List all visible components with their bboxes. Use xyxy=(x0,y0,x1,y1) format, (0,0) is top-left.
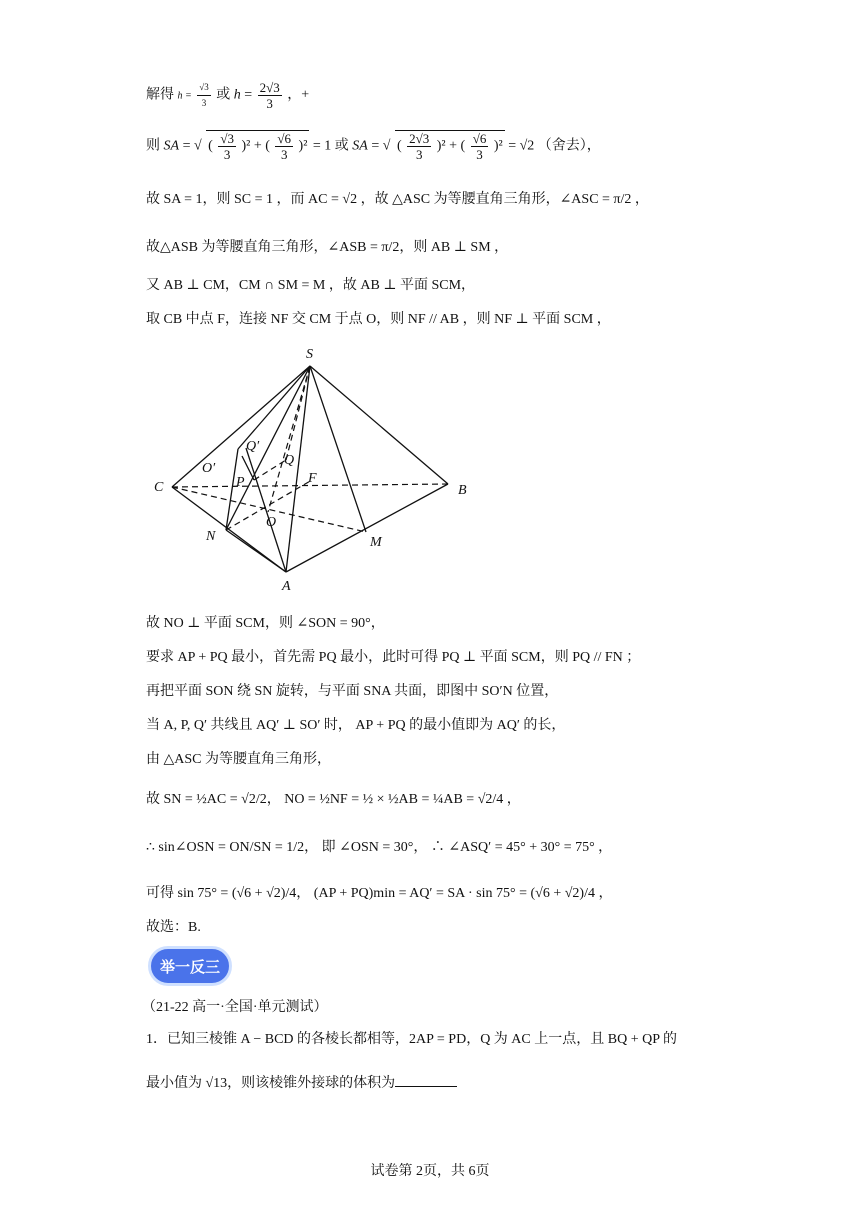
label-f: F xyxy=(308,471,317,486)
label-n: N xyxy=(206,529,216,544)
label-b: B xyxy=(458,483,467,498)
page-footer: 试卷第 2页，共 6页 xyxy=(370,1164,490,1179)
question-line-2-text: 最小值为 √13，则该棱锥外接球的体积为 xyxy=(146,1076,396,1091)
text-line-10: 当 A, P, Q′ 共线且 AQ′ ⊥ SO′ 时， AP + PQ 的最小值即为 AQ′ 的长， xyxy=(146,718,566,733)
text-line-8: 要求 AP + PQ 最小，首先需 PQ 最小，此时可得 PQ ⊥ 平面 SCM，则 PQ // FN ； xyxy=(146,650,641,665)
section-badge: 举一反三 xyxy=(148,946,232,986)
text-line-11: 由 △ASC 为等腰直角三角形， xyxy=(146,752,332,767)
text-line-6: 取 CB 中点 F，连接 NF 交 CM 于点 O，则 NF // AB ，则 NF ⊥ 平面 SCM ， xyxy=(146,312,611,327)
pyramid-figure xyxy=(150,340,490,598)
text-line-7: 故 NO ⊥ 平面 SCM，则 ∠SON = 90°， xyxy=(146,616,385,631)
answer-line: 故选：B. xyxy=(146,920,201,935)
text-line-4: 故△ASB 为等腰直角三角形，∠ASB = π/2，则 AB ⊥ SM ， xyxy=(146,240,509,255)
label-s: S xyxy=(306,347,313,362)
source-line: （21-22 高一·全国·单元测试） xyxy=(142,1000,328,1015)
text-line-5: 又 AB ⊥ CM，CM ∩ SM = M ，故 AB ⊥ 平面 SCM， xyxy=(146,278,476,293)
question-line-1: 1．已知三棱锥 A − BCD 的各棱长都相等，2AP = PD，Q 为 AC 上一点，且 BQ + QP 的 xyxy=(146,1032,677,1047)
text-line-13: ∴ sin∠OSN = ON/SN = 1/2， 即 ∠OSN = 30°， ∴ ∠ASQ′ = 45° + 30° = 75° ， xyxy=(146,840,613,855)
text-line-3: 故 SA = 1，则 SC = 1 ，而 AC = √2 ，故 △ASC 为等腰直角三角形，∠ASC = π/2 ， xyxy=(146,192,649,207)
label-p: P xyxy=(236,475,245,490)
label-o: O xyxy=(266,515,277,530)
label-m: M xyxy=(370,535,382,550)
sa-line: 则 SA = √ ( $\frac{√3}{3}$ )² + ( $\frac{√6}{3}$ )² = 1 或 SA = √ ( $\frac{2√3}{3}$ )² + ( $\frac{√6}{3}$ )² = √2 （舍去）， xyxy=(146,131,601,162)
label-q-prime: Q′ xyxy=(246,439,260,454)
label-c: C xyxy=(154,480,164,495)
label-o-prime: O′ xyxy=(202,461,216,476)
text-line-14: 可得 sin 75° = (√6 + √2)/4， (AP + PQ)min = AQ′ = SA · sin 75° = (√6 + √2)/4 ， xyxy=(146,886,613,901)
text-line-12: 故 SN = ½AC = √2/2， NO = ½NF = ½ × ½AB = ¼AB = √2/4 ， xyxy=(146,792,521,807)
answer-blank[interactable] xyxy=(395,1072,457,1087)
label-q: Q xyxy=(284,453,295,468)
question-line-2 xyxy=(146,1072,457,1094)
label-a: A xyxy=(282,579,291,594)
text-line-9: 再把平面 SON 绕 SN 旋转，与平面 SNA 共面，即图中 SO′N 位置， xyxy=(146,684,559,699)
solve-line: 解得 h = $\frac{√3}{3}$ 或 h = $\frac{2√3}{3}$ ，+ xyxy=(146,80,310,111)
